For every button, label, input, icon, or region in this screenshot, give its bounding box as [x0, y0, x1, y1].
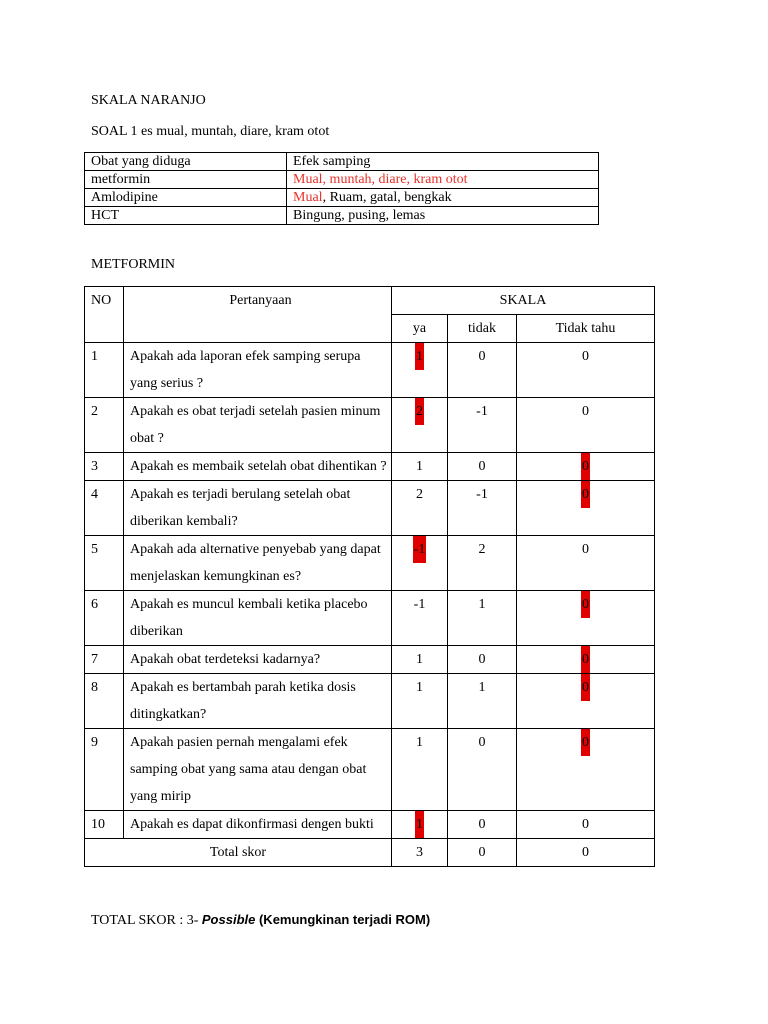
question-text: Apakah es obat terjadi setelah pasien minum obat ?: [124, 398, 392, 453]
score-tt: 0: [581, 591, 590, 618]
table-row: [85, 453, 655, 481]
score-ya-cell: [392, 646, 448, 674]
score-tidak: 0: [478, 652, 486, 667]
row-number: 1: [85, 343, 124, 398]
score-ya-cell: [392, 536, 448, 591]
header-ya: ya: [392, 315, 448, 343]
table-row: [85, 591, 655, 646]
drug-table-row: [85, 171, 599, 189]
score-tidak-cell: [448, 674, 517, 729]
table-row: [85, 536, 655, 591]
drug-table-row: [85, 189, 599, 207]
score-tt: 0: [582, 817, 589, 832]
score-ya: 2: [415, 398, 424, 425]
score-tidak: 1: [478, 597, 486, 612]
score-tidak-cell: [448, 398, 517, 453]
score-ya: 2: [416, 487, 423, 502]
score-tidak-cell: [448, 481, 517, 536]
score-ya: -1: [413, 597, 426, 612]
score-tt: 0: [582, 542, 589, 557]
score-tt-cell: [517, 398, 655, 453]
score-ya-cell: [392, 453, 448, 481]
score-tt-cell: [517, 811, 655, 839]
score-tt-cell: [517, 591, 655, 646]
side-effect-text: , Ruam, gatal, bengkak: [322, 190, 452, 205]
side-effect-cell: [287, 207, 599, 225]
total-score-prefix: TOTAL SKOR : 3-: [91, 913, 202, 928]
drug-name: Amlodipine: [85, 189, 287, 207]
drug-header-efek: Efek samping: [287, 153, 599, 171]
score-ya-cell: [392, 343, 448, 398]
score-tt: 0: [582, 349, 589, 364]
table-row: [85, 646, 655, 674]
score-ya-cell: [392, 811, 448, 839]
row-number: 3: [85, 453, 124, 481]
score-tt: 0: [581, 453, 590, 480]
score-ya-cell: [392, 674, 448, 729]
side-effect-red: Mual, muntah, diare, kram otot: [293, 172, 468, 187]
side-effect-cell: [287, 171, 599, 189]
score-tidak-cell: [448, 536, 517, 591]
question-text: Apakah es muncul kembali ketika placebo diberikan: [124, 591, 392, 646]
soal-line: SOAL 1 es mual, muntah, diare, kram otot: [91, 124, 330, 139]
header-tidak: tidak: [448, 315, 517, 343]
question-text: Apakah es terjadi berulang setelah obat diberikan kembali?: [124, 481, 392, 536]
row-number: 5: [85, 536, 124, 591]
table-row: [85, 811, 655, 839]
score-tidak: -1: [476, 404, 488, 419]
total-row: [85, 839, 655, 867]
score-tt-cell: [517, 729, 655, 811]
score-tidak-cell: [448, 453, 517, 481]
side-effect-cell: [287, 189, 599, 207]
score-ya-cell: [392, 398, 448, 453]
total-score-category: Possible: [201, 912, 256, 927]
score-tidak: 0: [478, 735, 486, 750]
table-row: [85, 481, 655, 536]
score-tt-cell: [517, 674, 655, 729]
score-tt: 0: [581, 481, 590, 508]
score-tidak-cell: [448, 811, 517, 839]
total-label: Total skor: [85, 839, 392, 867]
score-tt-cell: [517, 536, 655, 591]
score-ya-cell: [392, 481, 448, 536]
row-number: 10: [85, 811, 124, 839]
question-text: Apakah pasien pernah mengalami efek samping obat yang sama atau dengan obat yang mirip: [124, 729, 392, 811]
score-tidak: 2: [478, 542, 486, 557]
drug-table-row: [85, 207, 599, 225]
section-title: METFORMIN: [91, 257, 176, 272]
score-ya: 1: [415, 811, 424, 838]
score-tidak-cell: [448, 343, 517, 398]
score-ya: 1: [416, 652, 423, 667]
score-ya-cell: [392, 729, 448, 811]
naranjo-header-row: [85, 287, 655, 315]
score-tt-cell: [517, 646, 655, 674]
row-number: 8: [85, 674, 124, 729]
score-tt: 0: [581, 646, 590, 673]
score-tidak: -1: [476, 487, 488, 502]
row-number: 7: [85, 646, 124, 674]
drug-effect-table: [84, 152, 599, 225]
side-effect-text: Bingung, pusing, lemas: [293, 208, 426, 223]
score-ya: 1: [416, 735, 423, 750]
header-skala: SKALA: [392, 287, 655, 315]
drug-name: metformin: [85, 171, 287, 189]
table-row: [85, 343, 655, 398]
row-number: 2: [85, 398, 124, 453]
total-ya: 3: [392, 839, 448, 867]
score-tidak: 1: [478, 680, 486, 695]
naranjo-table: [84, 286, 655, 867]
score-tt: 0: [581, 674, 590, 701]
score-tt-cell: [517, 453, 655, 481]
score-tidak-cell: [448, 591, 517, 646]
table-row: [85, 398, 655, 453]
score-tt: 0: [582, 404, 589, 419]
drug-header-obat: Obat yang diduga: [85, 153, 287, 171]
score-tidak: 0: [478, 349, 486, 364]
score-tt-cell: [517, 481, 655, 536]
header-pertanyaan: Pertanyaan: [124, 287, 392, 343]
total-score-line: [91, 912, 430, 929]
score-tt: 0: [581, 729, 590, 756]
row-number: 6: [85, 591, 124, 646]
question-text: Apakah es dapat dikonfirmasi dengen bukti: [124, 811, 392, 839]
question-text: Apakah ada alternative penyebab yang dapat menjelaskan kemungkinan es?: [124, 536, 392, 591]
score-tt-cell: [517, 343, 655, 398]
row-number: 4: [85, 481, 124, 536]
header-tidak-tahu: Tidak tahu: [517, 315, 655, 343]
score-ya: -1: [413, 536, 427, 563]
score-ya: 1: [416, 459, 423, 474]
row-number: 9: [85, 729, 124, 811]
question-text: Apakah obat terdeteksi kadarnya?: [124, 646, 392, 674]
question-text: Apakah ada laporan efek samping serupa yang serius ?: [124, 343, 392, 398]
score-tidak: 0: [478, 459, 486, 474]
table-row: [85, 729, 655, 811]
table-row: [85, 674, 655, 729]
drug-effect-table-body: [85, 153, 599, 225]
score-tidak-cell: [448, 646, 517, 674]
question-text: Apakah es bertambah parah ketika dosis ditingkatkan?: [124, 674, 392, 729]
naranjo-table-body: [85, 287, 655, 867]
total-tidak-tahu: 0: [517, 839, 655, 867]
document-title: SKALA NARANJO: [91, 93, 206, 108]
score-tidak-cell: [448, 729, 517, 811]
score-ya: 1: [416, 680, 423, 695]
score-ya-cell: [392, 591, 448, 646]
total-tidak: 0: [448, 839, 517, 867]
header-no: NO: [85, 287, 124, 343]
total-score-suffix: (Kemungkinan terjadi ROM): [255, 912, 431, 927]
drug-name: HCT: [85, 207, 287, 225]
score-ya: 1: [415, 343, 424, 370]
side-effect-red: Mual: [293, 190, 323, 205]
question-text: Apakah es membaik setelah obat dihentikan ?: [124, 453, 392, 481]
drug-table-header-row: [85, 153, 599, 171]
score-tidak: 0: [478, 817, 486, 832]
